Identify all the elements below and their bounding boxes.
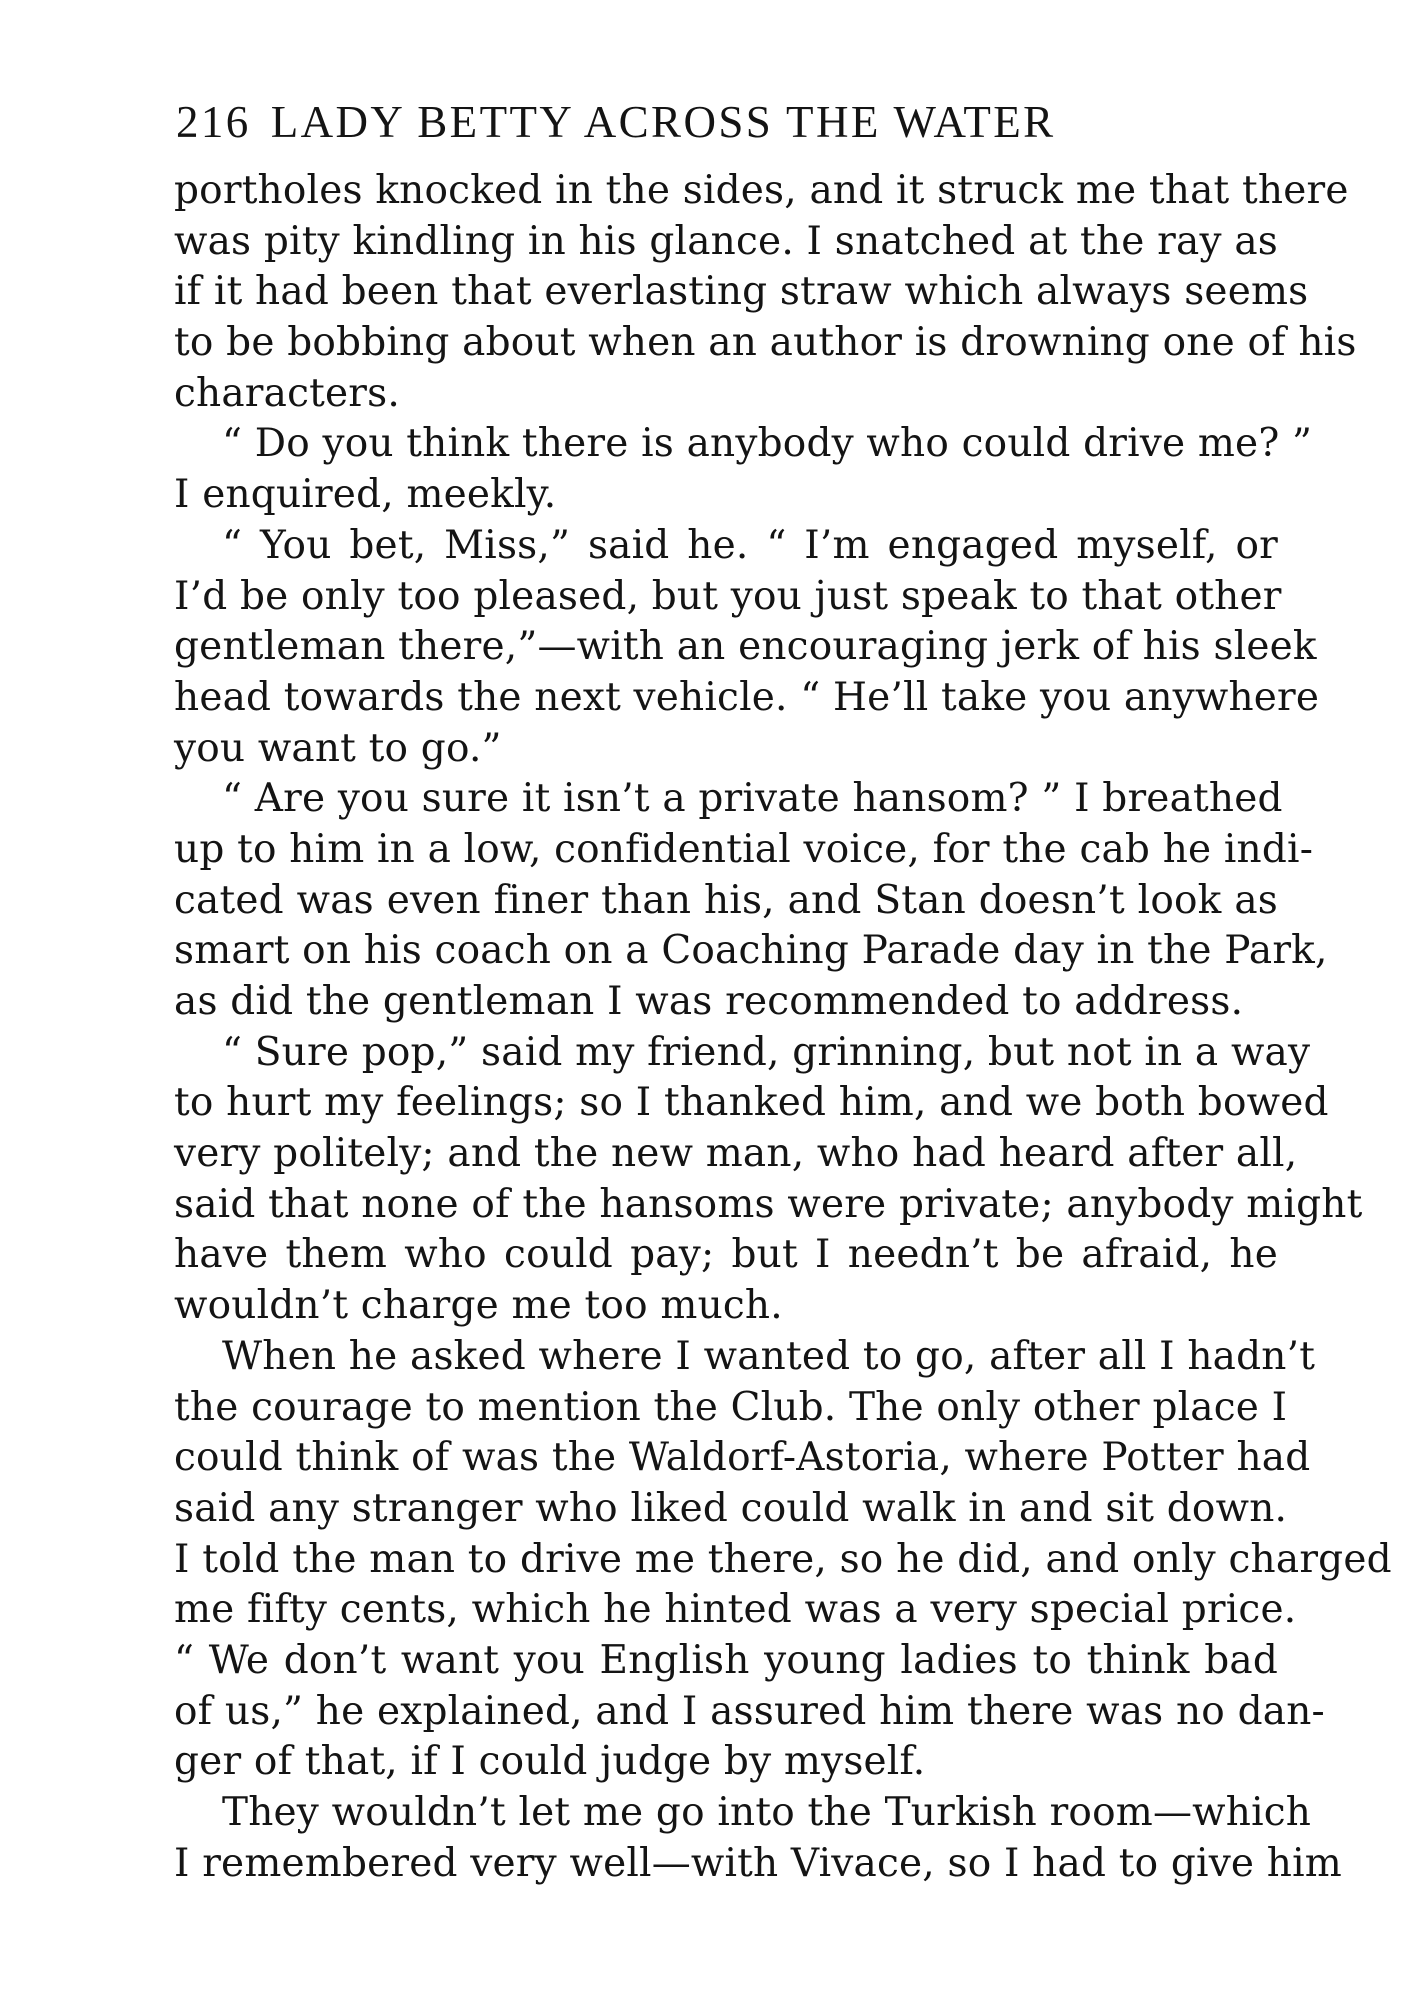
text-line: cated was even finer than his, and Stan doesn’t look as [174,877,1278,923]
text-line: I’d be only too pleased, but you just speak to that other [174,573,1282,619]
text-line: “ We don’t want you English young ladies to think bad [174,1637,1278,1683]
text-line: When he asked where I wanted to go, after all I hadn’t [222,1333,1316,1379]
text-line: me fifty cents, which he hinted was a very special price. [174,1587,1297,1633]
running-title: LADY BETTY ACROSS THE WATER [270,97,1056,147]
text-line: They wouldn’t let me go into the Turkish room—which [222,1790,1312,1835]
text-line: have them who could pay; but I needn’t be afraid, he [174,1232,1278,1278]
text-line: if it had been that everlasting straw which always seems [174,269,1309,315]
text-line: head towards the next vehicle. “ He’ll take you anywhere [174,674,1320,720]
text-line: gentleman there,”—with an encouraging jerk of his sleek [174,624,1317,670]
text-line: up to him in a low, confidential voice, for the cab he indi- [174,826,1314,872]
text-line: of us,” he explained, and I assured him there was no dan- [174,1688,1325,1734]
text-line: the courage to mention the Club. The only other place I [174,1384,1288,1430]
running-head [176,92,1286,152]
text-line: I remembered very well—with Vivace, so I had to give him [174,1840,1342,1886]
text-line: “ You bet, Miss,” said he. “ I’m engaged myself, or [222,522,1278,568]
text-line: wouldn’t charge me too much. [174,1283,783,1329]
text-line: I told the man to drive me there, so he did, and only charged [174,1536,1392,1582]
text-line: “ Sure pop,” said my friend, grinning, but not in a way [222,1029,1311,1075]
text-line: was pity kindling in his glance. I snatched at the ray as [174,218,1278,264]
text-line: to be bobbing about when an author is drowning one of his [174,320,1357,366]
text-line: “ Are you sure it isn’t a private hansom? ” I breathed [222,776,1283,822]
text-line: said that none of the hansoms were private; anybody might [174,1181,1363,1227]
text-line: ger of that, if I could judge by myself. [174,1739,926,1785]
text-line: to hurt my feelings; so I thanked him, and we both bowed [174,1080,1329,1126]
text-line: smart on his coach on a Coaching Parade day in the Park, [174,928,1328,974]
text-line: could think of was the Waldorf-Astoria, where Potter had [174,1435,1311,1481]
text-line: I enquired, meekly. [174,472,557,518]
text-line: as did the gentleman I was recommended to address. [174,979,1244,1024]
page-number: 216 [176,97,251,147]
text-line: portholes knocked in the sides, and it struck me that there [174,168,1349,213]
text-line: said any stranger who liked could walk in and sit down. [174,1485,1288,1531]
body-text [174,166,1392,1889]
text-line: very politely; and the new man, who had heard after all, [174,1131,1298,1177]
text-line: “ Do you think there is anybody who could drive me? ” [222,421,1313,467]
text-line: you want to go.” [174,725,502,771]
text-line: characters. [174,370,400,416]
